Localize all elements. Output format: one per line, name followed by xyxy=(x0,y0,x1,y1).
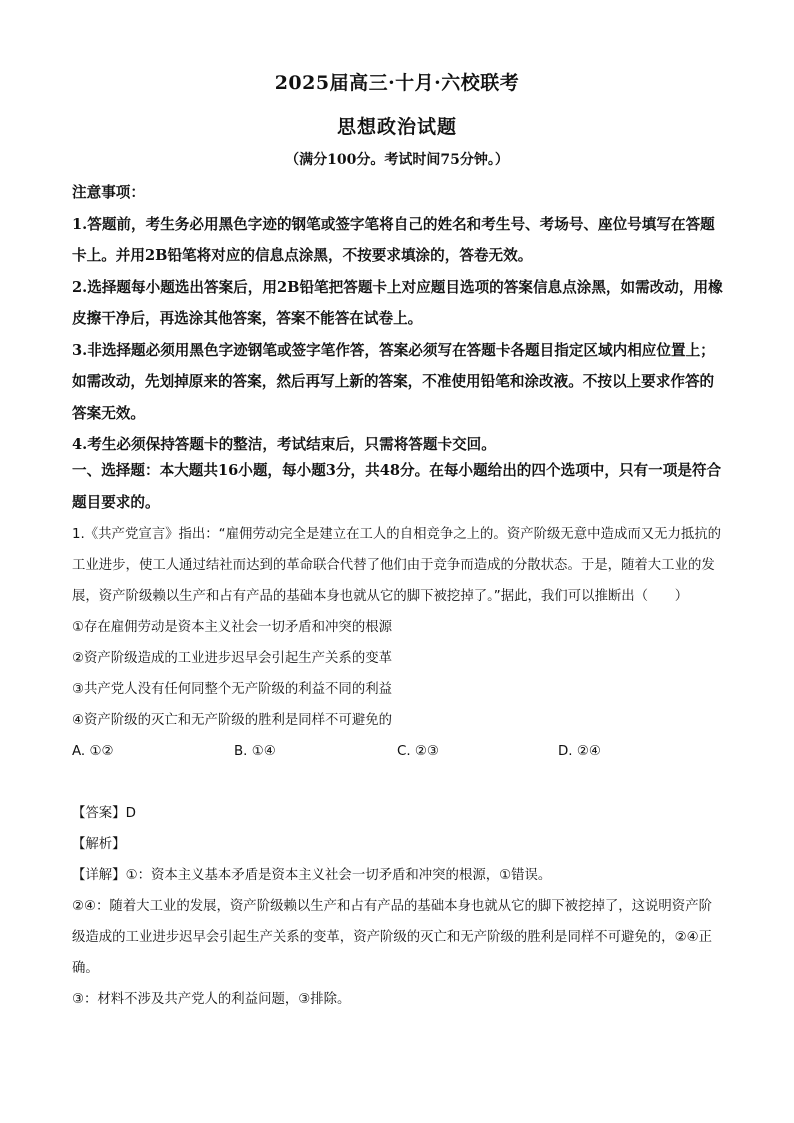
analysis-label: 【解析】 xyxy=(72,837,126,852)
question-stem: 1.《共产党宣言》指出：“雇佣劳动完全是建立在工人的自相竞争之上的。资产阶级无意中造成而又无力抵抗的工业进步，使工人通过结社而达到的革命联合代替了他们由于竞争而造成的分散状态。于是，随着大工业的发展，资产阶级赖以生产和占有产品的基础本身也就从它的脚下被挖掉了。”据此，我们可以推断出（ ） xyxy=(72,527,722,604)
notes-heading: 注意事项： xyxy=(72,184,145,201)
section-heading: 一、选择题：本大题共16小题，每小题3分，共48分。在每小题给出的四个选项中，只有一项是符合题目要求的。 xyxy=(72,462,722,511)
statement-item: ①存在雇佣劳动是资本主义社会一切矛盾和冲突的根源 xyxy=(72,620,392,635)
exam-subject: 思想政治试题 xyxy=(336,116,457,138)
answer-value: D xyxy=(125,806,136,821)
exam-meta: （满分100分。考试时间75分钟。） xyxy=(285,152,509,168)
option-b: B. ①④ xyxy=(234,744,276,759)
note-item: 2.选择题每小题选出答案后，用2B铅笔把答题卡上对应题目选项的答案信息点涂黑，如需改动，用橡皮擦干净后，再选涂其他答案，答案不能答在试卷上。 xyxy=(72,278,723,327)
detail-line xyxy=(72,860,724,891)
notes-section xyxy=(72,177,724,461)
option-d: D. ②④ xyxy=(558,744,601,759)
answer-block xyxy=(72,798,724,1015)
statement-item: ③共产党人没有任何同整个无产阶级的利益不同的利益 xyxy=(72,682,392,697)
options-row xyxy=(72,736,724,767)
option-c: C. ②③ xyxy=(397,744,439,759)
detail-text: ①：资本主义基本矛盾是资本主义社会一切矛盾和冲突的根源，①错误。 xyxy=(125,868,552,883)
note-item: 4.考生必须保持答题卡的整洁，考试结束后，只需将答题卡交回。 xyxy=(72,436,496,453)
statement-item: ④资产阶级的灭亡和无产阶级的胜利是同样不可避免的 xyxy=(72,713,392,728)
answer-label: 【答案】 xyxy=(72,806,126,821)
option-a: A. ①② xyxy=(72,744,114,759)
page-title: 2025届高三·十月·六校联考 xyxy=(274,72,520,94)
note-item: 3.非选择题必须用黑色字迹钢笔或签字笔作答，答案必须写在答题卡各题目指定区域内相应位置上；如需改动，先划掉原来的答案，然后再写上新的答案，不准使用铅笔和涂改液。不按以上要求作答的答案无效。 xyxy=(72,341,715,422)
note-item: 1.答题前，考生务必用黑色字迹的钢笔或签字笔将自己的姓名和考生号、考场号、座位号填写在答题卡上。并用2B铅笔将对应的信息点涂黑，不按要求填涂的，答卷无效。 xyxy=(72,215,715,264)
detail-paragraph: ③：材料不涉及共产党人的利益问题，③排除。 xyxy=(72,992,351,1007)
detail-label: 【详解】 xyxy=(72,868,126,883)
answer-line xyxy=(72,798,724,829)
detail-paragraph: ②④：随着大工业的发展，资产阶级赖以生产和占有产品的基础本身也就从它的脚下被挖掉了，这说明资产阶级造成的工业进步迟早会引起生产关系的变革，资产阶级的灭亡和无产阶级的胜利是同样不可避免的，②④正确。 xyxy=(72,899,712,976)
statement-item: ②资产阶级造成的工业进步迟早会引起生产关系的变革 xyxy=(72,651,392,666)
question-1 xyxy=(72,519,724,767)
